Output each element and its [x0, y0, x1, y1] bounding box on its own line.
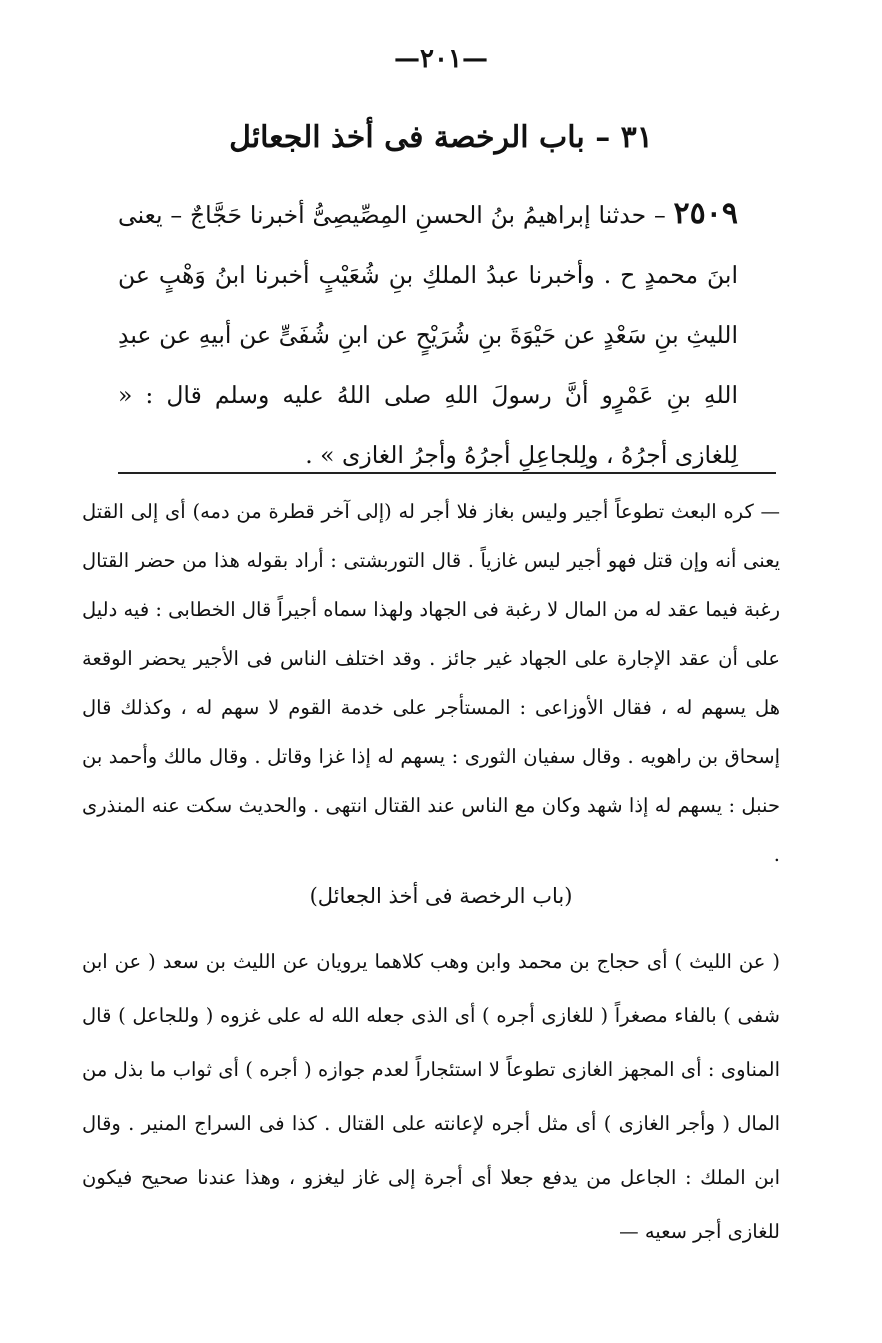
- chapter-heading: ٣١ – باب الرخصة فى أخذ الجعائل: [229, 120, 653, 155]
- hadith-number: ٢٥٠٩: [673, 196, 738, 231]
- commentary-subheading: (باب الرخصة فى أخذ الجعائل): [309, 884, 573, 908]
- page-number: —٢٠١—: [394, 44, 488, 74]
- commentary-paragraph-2: ( عن الليث ) أى حجاج بن محمد وابن وهب كلاهما يرويان عن الليث بن سعد ( عن ابن شفى ) بالفاء مصغراً ( للغازى أجره ) أى الذى جعله الله له على غزوه ( وللجاعل ) قال المناوى : أى المجهز الغازى تطوعاً لا استئجاراً لعدم جوازه ( أجره ) أى ثواب ما بذل من المال ( وأجر الغازى ) أى مثل أجره لإعانته على القتال . كذا فى السراج المنير . وقال ابن الملك : الجاعل من يدفع جعلا أى أجرة إلى غاز ليغزو ، وهذا عندنا صحيح فيكون للغازى أجر سعيه —: [82, 950, 780, 1243]
- hadith-text: – حدثنا إبراهيمُ بنُ الحسنِ المِصِّيصِىُّ أخبرنا حَجَّاجٌ – يعنى ابنَ محمدٍ ح . وأخبرنا عبدُ الملكِ بنِ شُعَيْبٍ أخبرنا ابنُ وَهْبٍ عن الليثِ بنِ سَعْدٍ عن حَيْوَةَ بنِ شُرَيْحٍ عن ابنِ شُفَىٍّ عن أبيهِ عن عبدِ اللهِ بنِ عَمْرٍو أنَّ رسولَ اللهِ صلى اللهُ عليه وسلم قال : « لِلغازى أجرُهُ ، ولِلجاعِلِ أجرُهُ وأجرُ الغازى » .: [118, 201, 738, 469]
- footnote-divider: [118, 472, 776, 474]
- hadith-block: [118, 184, 738, 485]
- commentary-paragraph-1: — كره البعث تطوعاً أجير وليس بغاز فلا أجر له (إلى آخر قطرة من دمه) أى إلى القتل يعنى أنه وإن قتل فهو أجير ليس غازياً . قال التوربشتى : أراد بقوله هذا من حضر القتال رغبة فيما عقد له من المال لا رغبة فى الجهاد ولهذا سماه أجيراً قال الخطابى : فيه دليل على أن عقد الإجارة على الجهاد غير جائز . وقد اختلف الناس فى الأجير يحضر الوقعة هل يسهم له ، فقال الأوزاعى : المستأجر على خدمة القوم لا سهم له ، وكذلك قال إسحاق بن راهويه . وقال سفيان الثورى : يسهم له إذا غزا وقاتل . وقال مالك وأحمد بن حنبل : يسهم له إذا شهد وكان مع الناس عند القتال انتهى . والحديث سكت عنه المنذرى .: [82, 500, 781, 866]
